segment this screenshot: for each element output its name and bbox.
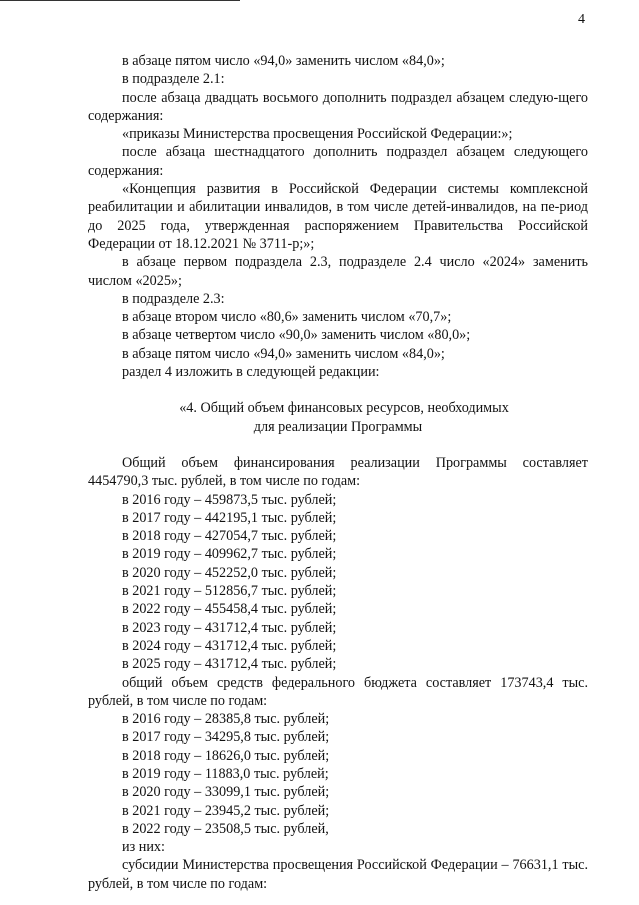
paragraph: в 2016 году – 28385,8 тыс. рублей;: [122, 711, 330, 728]
section-heading: [88, 399, 588, 436]
section-heading-line-2: для реализации Программы: [253, 418, 423, 435]
amendments-block: [88, 52, 588, 381]
paragraph: в 2025 году – 431712,4 тыс. рублей;: [122, 656, 337, 673]
paragraph: в 2023 году – 431712,4 тыс. рублей;: [122, 619, 337, 636]
paragraph: в абзаце первом подраздела 2.3, подразделе 2.4 число «2024» заменить числом «2025»;: [88, 254, 588, 289]
paragraph: в 2021 году – 23945,2 тыс. рублей;: [122, 802, 330, 819]
paragraph: в 2019 году – 11883,0 тыс. рублей;: [122, 765, 329, 782]
paragraph: Общий объем финансирования реализации Программы составляет 4454790,3 тыс. рублей, в том числе по годам:: [88, 454, 588, 490]
financing-block: [88, 454, 588, 893]
paragraph: после абзаца двадцать восьмого дополнить подраздел абзацем следую-щего содержания:: [88, 89, 588, 124]
paragraph: в подразделе 2.1:: [122, 71, 225, 88]
paragraph: в 2021 году – 512856,7 тыс. рублей;: [122, 583, 337, 600]
paragraph: в 2016 году – 459873,5 тыс. рублей;: [122, 491, 337, 508]
paragraph: «приказы Министерства просвещения Российской Федерации:»;: [122, 126, 513, 143]
top-rule: [0, 0, 240, 1]
paragraph: общий объем средств федерального бюджета составляет 173743,4 тыс. рублей, в том числе по годам:: [88, 674, 588, 709]
paragraph: в подразделе 2.3:: [122, 290, 225, 307]
paragraph: из них:: [122, 839, 165, 856]
paragraph: в абзаце пятом число «94,0» заменить числом «84,0»;: [122, 345, 445, 362]
paragraph: в 2019 году – 409962,7 тыс. рублей;: [122, 546, 337, 563]
paragraph: «Концепция развития в Российской Федерации системы комплексной реабилитации и абилитации инвалидов, в том числе детей-инвалидов, на пе-риод до 2025 года, утвержденная распоряжением Правительства Российской Федерации от 18.12.2021 № 3711-р;»;: [88, 181, 588, 252]
paragraph: после абзаца шестнадцатого дополнить подраздел абзацем следующего содержания:: [88, 144, 588, 179]
paragraph: в 2017 году – 34295,8 тыс. рублей;: [122, 729, 330, 746]
paragraph: в 2022 году – 23508,5 тыс. рублей,: [122, 820, 329, 837]
paragraph: в 2020 году – 452252,0 тыс. рублей;: [122, 564, 337, 581]
paragraph: в абзаце четвертом число «90,0» заменить числом «80,0»;: [122, 327, 471, 344]
paragraph: в абзаце пятом число «94,0» заменить числом «84,0»;: [122, 53, 445, 69]
document-body: [88, 52, 588, 893]
paragraph: в 2020 году – 33099,1 тыс. рублей;: [122, 784, 330, 801]
paragraph: субсидии Министерства просвещения Российской Федерации – 76631,1 тыс. рублей, в том числе по годам:: [88, 857, 588, 892]
paragraph: в абзаце втором число «80,6» заменить числом «70,7»;: [122, 309, 452, 326]
paragraph: в 2018 году – 427054,7 тыс. рублей;: [122, 528, 337, 545]
paragraph: в 2018 году – 18626,0 тыс. рублей;: [122, 747, 330, 764]
paragraph: в 2022 году – 455458,4 тыс. рублей;: [122, 601, 337, 618]
paragraph: в 2017 году – 442195,1 тыс. рублей;: [122, 509, 337, 526]
paragraph: в 2024 году – 431712,4 тыс. рублей;: [122, 637, 337, 654]
paragraph: раздел 4 изложить в следующей редакции:: [122, 364, 380, 381]
page-number: 4: [578, 12, 585, 27]
section-heading-line-1: «4. Общий объем финансовых ресурсов, необходимых: [179, 400, 509, 417]
